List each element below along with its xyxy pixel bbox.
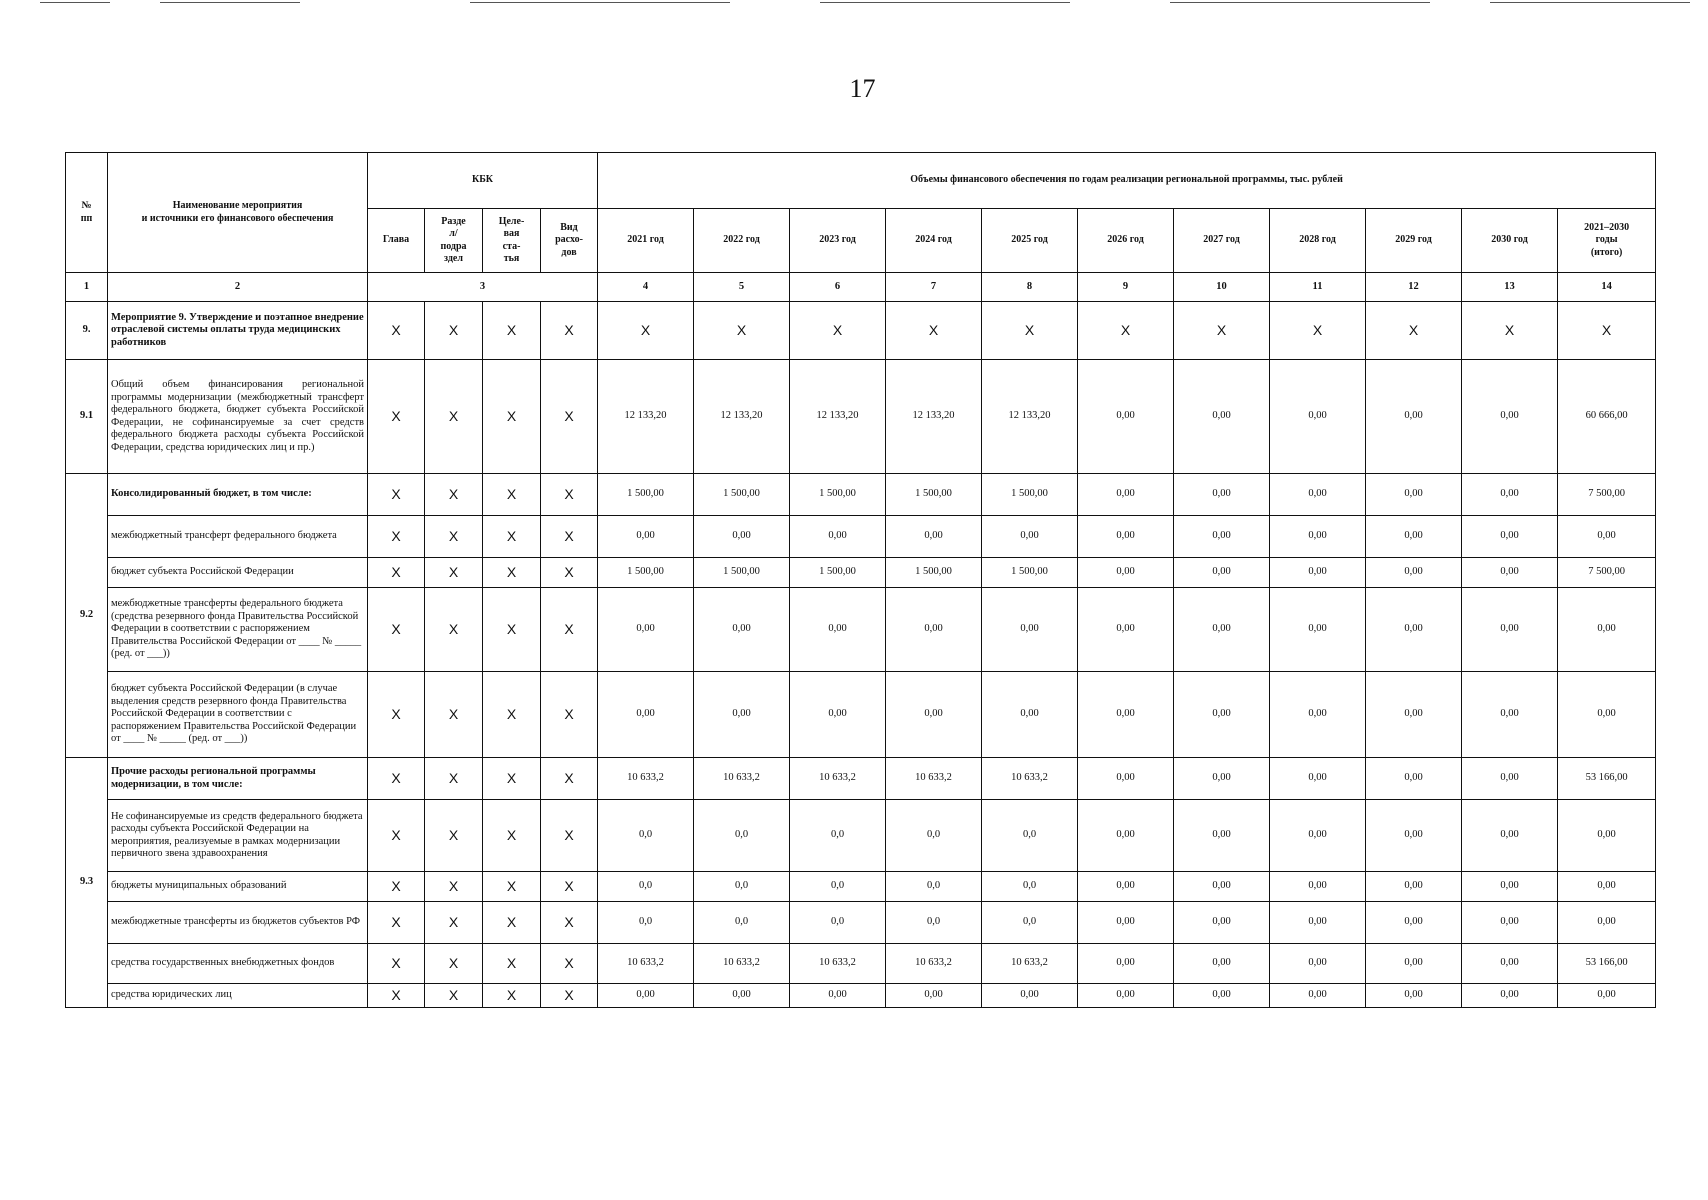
table-row [66,558,1656,588]
amount-value: 10 633,2 [598,944,694,984]
amount-value: 0,0 [694,902,790,944]
amount-value: X [1366,302,1462,360]
column-number: 2 [108,273,368,302]
amount-value: 0,00 [1558,872,1656,902]
amount-value: 0,00 [1078,944,1174,984]
row-name: Мероприятие 9. Утверждение и поэтапное внедрение отраслевой системы оплаты труда медицинских работников [108,302,368,360]
row-name: межбюджетные трансферты федерального бюджета (средства резервного фонда Правительства Российской Федерации в соответствии с распоряжением Правительства Российской Федерации от ____ № _____ (ред. от ___)) [108,588,368,672]
kbk-value: X [425,516,483,558]
header-year: 2022 год [694,209,790,273]
amount-value: 0,00 [1270,588,1366,672]
amount-value: 0,00 [886,588,982,672]
amount-value: 0,00 [1462,474,1558,516]
top-border-line [40,2,110,3]
amount-value: 0,00 [1270,872,1366,902]
amount-value: 0,00 [1366,474,1462,516]
amount-value: 0,00 [1270,474,1366,516]
kbk-value: X [368,984,425,1008]
amount-value: 1 500,00 [598,558,694,588]
amount-value: 0,00 [982,672,1078,758]
header-name: Наименование мероприятия и источники его финансового обеспечения [108,153,368,273]
amount-value: 0,00 [1462,800,1558,872]
row-name: Консолидированный бюджет, в том числе: [108,474,368,516]
header-funding-group: Объемы финансового обеспечения по годам реализации региональной программы, тыс. рублей [598,153,1656,209]
amount-value: 0,00 [886,984,982,1008]
amount-value: 0,00 [790,516,886,558]
kbk-value: X [483,474,541,516]
amount-value: 0,0 [886,872,982,902]
kbk-value: X [368,758,425,800]
amount-value: 0,00 [1078,588,1174,672]
amount-value: 0,00 [1558,902,1656,944]
amount-value: 0,00 [1270,984,1366,1008]
amount-value: 0,00 [694,516,790,558]
amount-value: 0,0 [982,872,1078,902]
amount-value: X [982,302,1078,360]
amount-value: 1 500,00 [598,474,694,516]
amount-value: 0,00 [1558,800,1656,872]
amount-value: 0,0 [598,902,694,944]
amount-value: X [790,302,886,360]
amount-value: 53 166,00 [1558,944,1656,984]
kbk-value: X [541,800,598,872]
table-row [66,302,1656,360]
amount-value: X [886,302,982,360]
amount-value: 0,00 [982,516,1078,558]
amount-value: 0,00 [1270,800,1366,872]
amount-value: 0,00 [982,588,1078,672]
kbk-value: X [483,360,541,474]
kbk-value: X [541,984,598,1008]
amount-value: 0,00 [1366,758,1462,800]
amount-value: 12 133,20 [694,360,790,474]
amount-value: 1 500,00 [790,474,886,516]
kbk-value: X [483,984,541,1008]
kbk-value: X [368,872,425,902]
column-number: 9 [1078,273,1174,302]
row-name: средства государственных внебюджетных фондов [108,944,368,984]
table-row [66,944,1656,984]
column-number: 5 [694,273,790,302]
amount-value: 0,00 [1462,360,1558,474]
header-kbk-col: Разде л/ подра здел [425,209,483,273]
amount-value: 0,00 [1174,360,1270,474]
amount-value: 7 500,00 [1558,474,1656,516]
row-name: бюджет субъекта Российской Федерации [108,558,368,588]
row-name: Не софинансируемые из средств федерального бюджета расходы субъекта Российской Федерации на мероприятия, реализуемые в рамках модернизации первичного звена здравоохранения [108,800,368,872]
header-year: 2030 год [1462,209,1558,273]
amount-value: 0,00 [1174,474,1270,516]
amount-value: 0,00 [1174,516,1270,558]
amount-value: 0,0 [598,872,694,902]
kbk-value: X [483,944,541,984]
kbk-value: X [425,360,483,474]
amount-value: 0,00 [1078,800,1174,872]
column-number: 4 [598,273,694,302]
amount-value: 0,00 [886,672,982,758]
amount-value: 0,00 [1174,872,1270,902]
amount-value: X [1558,302,1656,360]
amount-value: 0,00 [1366,672,1462,758]
amount-value: 0,00 [1174,902,1270,944]
amount-value: X [1270,302,1366,360]
kbk-value: X [541,902,598,944]
amount-value: 1 500,00 [982,558,1078,588]
amount-value: 0,00 [1174,558,1270,588]
amount-value: 0,0 [982,800,1078,872]
amount-value: 0,00 [1174,944,1270,984]
amount-value: 0,00 [1366,360,1462,474]
kbk-value: X [425,588,483,672]
amount-value: 0,00 [1462,672,1558,758]
kbk-value: X [541,872,598,902]
amount-value: 0,00 [1078,360,1174,474]
amount-value: 0,00 [1366,558,1462,588]
amount-value: 0,00 [1366,588,1462,672]
row-index: 9.2 [66,474,108,758]
amount-value: 0,00 [1462,516,1558,558]
kbk-value: X [368,474,425,516]
page-number: 17 [849,74,876,103]
amount-value: 12 133,20 [982,360,1078,474]
kbk-value: X [483,588,541,672]
header-kbk: КБК [368,153,598,209]
amount-value: 1 500,00 [694,474,790,516]
kbk-value: X [483,902,541,944]
amount-value: 0,00 [694,672,790,758]
column-number: 8 [982,273,1078,302]
kbk-value: X [368,588,425,672]
table-row [66,902,1656,944]
kbk-value: X [425,474,483,516]
column-number: 11 [1270,273,1366,302]
amount-value: 1 500,00 [790,558,886,588]
amount-value: 0,00 [1174,758,1270,800]
amount-value: 0,00 [1270,672,1366,758]
amount-value: 0,0 [790,902,886,944]
amount-value: 0,0 [790,872,886,902]
amount-value: 0,00 [790,588,886,672]
column-number: 1 [66,273,108,302]
table-row [66,474,1656,516]
kbk-value: X [425,672,483,758]
header-year: 2027 год [1174,209,1270,273]
kbk-value: X [541,758,598,800]
amount-value: 0,0 [886,800,982,872]
column-number: 10 [1174,273,1270,302]
kbk-value: X [425,984,483,1008]
amount-value: 0,00 [694,588,790,672]
kbk-value: X [368,672,425,758]
table-row [66,872,1656,902]
amount-value: 0,00 [1558,672,1656,758]
kbk-value: X [541,672,598,758]
kbk-value: X [541,474,598,516]
amount-value: 0,00 [886,516,982,558]
column-number: 6 [790,273,886,302]
amount-value: 0,00 [1462,984,1558,1008]
amount-value: 0,00 [1462,902,1558,944]
amount-value: 0,0 [598,800,694,872]
header-year: 2028 год [1270,209,1366,273]
row-name: бюджеты муниципальных образований [108,872,368,902]
kbk-value: X [541,588,598,672]
amount-value: 0,00 [1366,984,1462,1008]
amount-value: 0,00 [1078,872,1174,902]
kbk-value: X [368,800,425,872]
row-name: межбюджетные трансферты из бюджетов субъектов РФ [108,902,368,944]
kbk-value: X [541,558,598,588]
amount-value: 0,0 [694,872,790,902]
kbk-value: X [483,800,541,872]
amount-value: 0,00 [1270,516,1366,558]
row-index: 9.3 [66,758,108,1008]
row-name: бюджет субъекта Российской Федерации (в случае выделения средств резервного фонда Правительства Российской Федерации в соответствии с распоряжением Правительства Российской Федерации от ____ № _____ (ред. от ___)) [108,672,368,758]
column-number: 13 [1462,273,1558,302]
table-row [66,672,1656,758]
kbk-value: X [483,758,541,800]
header-year: 2021 год [598,209,694,273]
row-name: средства юридических лиц [108,984,368,1008]
kbk-value: X [541,516,598,558]
amount-value: 0,00 [1270,902,1366,944]
amount-value: 10 633,2 [790,758,886,800]
row-name: Прочие расходы региональной программы модернизации, в том числе: [108,758,368,800]
amount-value: 0,00 [1174,800,1270,872]
amount-value: 0,00 [1366,800,1462,872]
kbk-value: X [368,516,425,558]
amount-value: 60 666,00 [1558,360,1656,474]
header-kbk-col: Вид расхо- дов [541,209,598,273]
amount-value: 0,00 [1270,758,1366,800]
kbk-value: X [425,558,483,588]
top-border-line [470,2,730,3]
kbk-value: X [483,672,541,758]
amount-value: 0,00 [1462,758,1558,800]
kbk-value: X [541,944,598,984]
table-row [66,588,1656,672]
header-year: 2029 год [1366,209,1462,273]
amount-value: X [598,302,694,360]
amount-value: 10 633,2 [982,758,1078,800]
amount-value: 0,00 [1078,984,1174,1008]
amount-value: 0,00 [790,984,886,1008]
kbk-value: X [425,902,483,944]
amount-value: 12 133,20 [598,360,694,474]
amount-value: 0,00 [1174,672,1270,758]
kbk-value: X [368,302,425,360]
amount-value: 10 633,2 [886,944,982,984]
amount-value: 0,00 [1558,984,1656,1008]
amount-value: 10 633,2 [694,944,790,984]
amount-value: 0,00 [1078,516,1174,558]
column-number: 14 [1558,273,1656,302]
amount-value: 0,00 [1558,516,1656,558]
amount-value: 53 166,00 [1558,758,1656,800]
amount-value: X [1174,302,1270,360]
amount-value: 0,00 [1462,944,1558,984]
amount-value: 0,00 [1174,588,1270,672]
header-year: 2023 год [790,209,886,273]
amount-value: 0,00 [1558,588,1656,672]
row-name: межбюджетный трансферт федерального бюджета [108,516,368,558]
amount-value: 0,0 [982,902,1078,944]
kbk-value: X [541,302,598,360]
amount-value: 0,00 [1078,474,1174,516]
top-border-line [1170,2,1430,3]
table-body [66,273,1656,1008]
amount-value: 0,00 [982,984,1078,1008]
amount-value: 0,0 [694,800,790,872]
amount-value: X [1462,302,1558,360]
amount-value: 0,00 [1366,944,1462,984]
header-no: № пп [66,153,108,273]
amount-value: 0,00 [694,984,790,1008]
amount-value: 0,00 [598,672,694,758]
amount-value: X [1078,302,1174,360]
kbk-value: X [425,302,483,360]
amount-value: 10 633,2 [886,758,982,800]
amount-value: 7 500,00 [1558,558,1656,588]
amount-value: 0,00 [1366,516,1462,558]
header-year: 2024 год [886,209,982,273]
kbk-value: X [483,516,541,558]
amount-value: 0,0 [790,800,886,872]
kbk-value: X [368,902,425,944]
header-kbk-col: Глава [368,209,425,273]
kbk-value: X [483,872,541,902]
column-number-row [66,273,1656,302]
amount-value: 0,00 [598,516,694,558]
top-border-line [160,2,300,3]
amount-value: 1 500,00 [982,474,1078,516]
header-kbk-col: Целе- вая ста- тья [483,209,541,273]
kbk-value: X [541,360,598,474]
amount-value: 0,00 [1270,360,1366,474]
header-year: 2021–2030 годы (итого) [1558,209,1656,273]
amount-value: 0,00 [1270,944,1366,984]
amount-value: 10 633,2 [598,758,694,800]
amount-value: 12 133,20 [790,360,886,474]
kbk-value: X [425,872,483,902]
table-row [66,516,1656,558]
row-name: Общий объем финансирования региональной программы модернизации (межбюджетный трансферт федерального бюджета, бюджет субъекта Российской Федерации, не софинансируемые за счет средств федерального бюджета расходы субъекта Российской Федерации, средства юридических лиц и пр.) [108,360,368,474]
kbk-value: X [425,944,483,984]
amount-value: 0,00 [1078,902,1174,944]
amount-value: 10 633,2 [982,944,1078,984]
amount-value: 0,00 [1078,758,1174,800]
row-index: 9.1 [66,360,108,474]
amount-value: 0,00 [1174,984,1270,1008]
top-border-line [820,2,1070,3]
amount-value: 0,00 [1078,558,1174,588]
amount-value: 0,00 [1462,558,1558,588]
header-year: 2026 год [1078,209,1174,273]
amount-value: 0,00 [1366,872,1462,902]
kbk-value: X [483,302,541,360]
kbk-value: X [425,758,483,800]
amount-value: 0,00 [598,984,694,1008]
amount-value: 0,00 [790,672,886,758]
row-index: 9. [66,302,108,360]
table-row [66,360,1656,474]
header-year: 2025 год [982,209,1078,273]
column-number: 12 [1366,273,1462,302]
amount-value: 10 633,2 [790,944,886,984]
amount-value: 1 500,00 [886,558,982,588]
kbk-value: X [368,558,425,588]
amount-value: 1 500,00 [886,474,982,516]
amount-value: 10 633,2 [694,758,790,800]
column-number: 7 [886,273,982,302]
table-row [66,758,1656,800]
amount-value: 0,00 [1366,902,1462,944]
top-border-line [1490,2,1690,3]
kbk-value: X [368,360,425,474]
kbk-value: X [483,558,541,588]
amount-value: 0,00 [1462,588,1558,672]
budget-table [65,152,1656,1008]
amount-value: X [694,302,790,360]
amount-value: 0,00 [1270,558,1366,588]
amount-value: 0,00 [1078,672,1174,758]
amount-value: 0,00 [598,588,694,672]
amount-value: 0,00 [1462,872,1558,902]
amount-value: 0,0 [886,902,982,944]
kbk-value: X [368,944,425,984]
column-number: 3 [368,273,598,302]
kbk-value: X [425,800,483,872]
amount-value: 12 133,20 [886,360,982,474]
table-row [66,984,1656,1008]
table-row [66,800,1656,872]
amount-value: 1 500,00 [694,558,790,588]
